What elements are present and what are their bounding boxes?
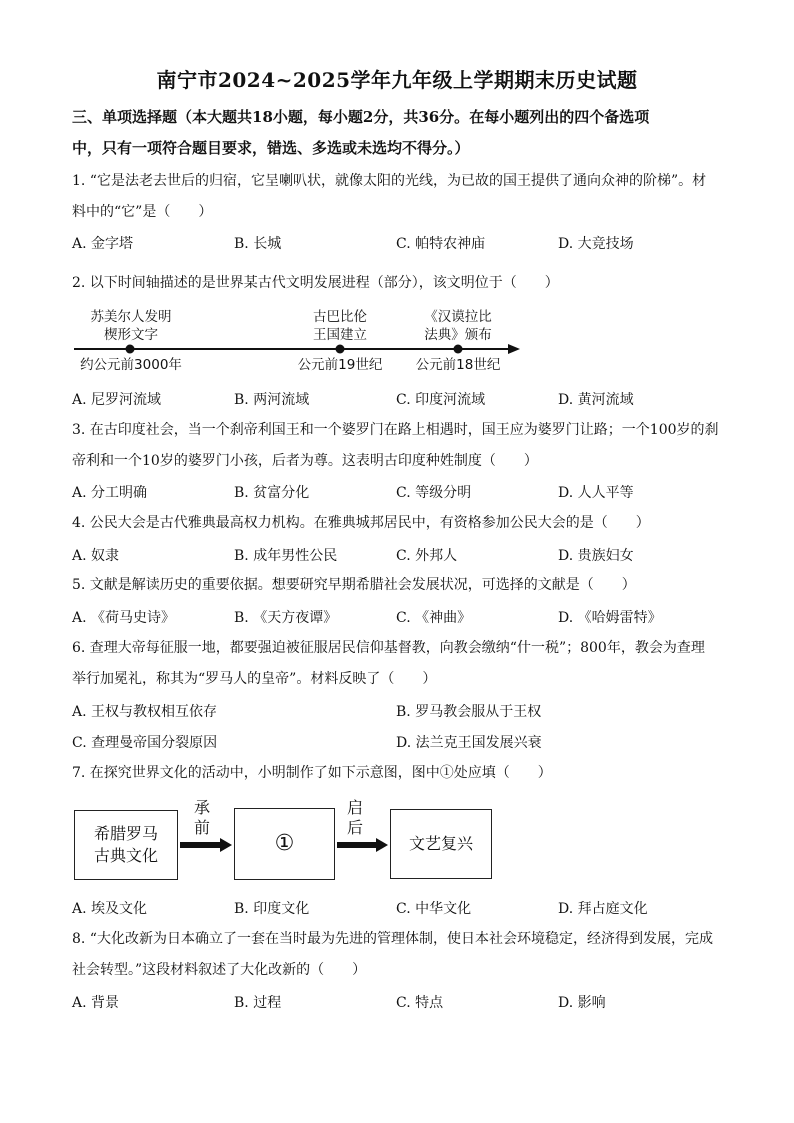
question-7 xyxy=(72,758,732,789)
question-8 xyxy=(72,924,732,986)
timeline-event-label-line: 苏美尔人发明 xyxy=(90,309,172,325)
question-text-line: 社会转型。”这段材料叙述了大化改新的（ ） xyxy=(72,962,367,978)
question-1-options xyxy=(72,233,732,255)
question-8-options xyxy=(72,992,732,1014)
question-7-options xyxy=(72,898,732,920)
section-heading-line: 中，只有一项符合题目要求，错选、多选或未选均不得分。） xyxy=(72,139,470,157)
option-a[interactable]: A. 背景 xyxy=(72,995,120,1011)
option-c[interactable]: C. 查理曼帝国分裂原因 xyxy=(72,735,218,751)
timeline-event-2-date: 公元前19世纪 xyxy=(297,357,383,373)
option-b[interactable]: B. 长城 xyxy=(234,236,282,252)
option-b[interactable]: B. 成年男性公民 xyxy=(234,548,338,564)
option-b[interactable]: B. 贫富分化 xyxy=(234,485,310,501)
question-1 xyxy=(72,166,732,228)
culture-diagram xyxy=(72,796,512,886)
option-b[interactable]: B. 罗马教会服从于王权 xyxy=(396,704,542,720)
option-c[interactable]: C. 等级分明 xyxy=(396,485,472,501)
option-b[interactable]: B. 《天方夜谭》 xyxy=(234,610,338,626)
option-d[interactable]: D. 拜占庭文化 xyxy=(558,901,648,917)
timeline-event-3-label xyxy=(408,308,508,344)
question-4 xyxy=(72,508,732,539)
timeline-event-label-line: 楔形文字 xyxy=(104,327,158,343)
diagram-arrow-2-label xyxy=(344,798,366,838)
question-4-options xyxy=(72,545,732,567)
question-text-line: 8. “大化改新为日本确立了一套在当时最为先进的管理体制，使日本社会环境稳定，经济得到发展，完成 xyxy=(72,931,713,947)
diagram-box-text-line: 古典文化 xyxy=(93,846,158,865)
timeline-dot-3 xyxy=(454,345,463,354)
question-5 xyxy=(72,570,732,601)
question-text-line: 5. 文献是解读历史的重要依据。想要研究早期希腊社会发展状况，可选择的文献是（ ） xyxy=(72,577,636,593)
option-d[interactable]: D. 黄河流域 xyxy=(558,392,634,408)
option-a[interactable]: A. 尼罗河流域 xyxy=(72,392,162,408)
option-a[interactable]: A. 埃及文化 xyxy=(72,901,148,917)
option-a[interactable]: A. 奴隶 xyxy=(72,548,120,564)
diagram-box-renaissance: 文艺复兴 xyxy=(390,809,492,879)
question-3 xyxy=(72,415,732,477)
option-a[interactable]: A. 金字塔 xyxy=(72,236,134,252)
option-c[interactable]: C. 中华文化 xyxy=(396,901,472,917)
option-d[interactable]: D. 影响 xyxy=(558,995,606,1011)
question-text-line: 1. “它是法老去世后的归宿，它呈喇叭状，就像太阳的光线，为已故的国王提供了通向众神的阶梯”。材 xyxy=(72,173,707,189)
diagram-box-blank: ① xyxy=(234,808,335,880)
question-text-line: 3. 在古印度社会，当一个刹帝利国王和一个婆罗门在路上相遇时，国王应为婆罗门让路；一个100岁的刹 xyxy=(72,422,719,438)
timeline-event-3-date: 公元前18世纪 xyxy=(415,357,501,373)
option-d[interactable]: D. 人人平等 xyxy=(558,485,634,501)
question-2-options xyxy=(72,389,732,411)
question-text-line: 举行加冕礼，称其为“罗马人的皇帝”。材料反映了（ ） xyxy=(72,671,437,687)
question-text-line: 4. 公民大会是古代雅典最高权力机构。在雅典城邦居民中，有资格参加公民大会的是（ ） xyxy=(72,515,650,531)
timeline-event-label-line: 古巴比伦 xyxy=(313,309,367,325)
diagram-arrow-text: 前 xyxy=(193,818,210,837)
option-c[interactable]: C. 印度河流域 xyxy=(396,392,486,408)
timeline-arrowhead xyxy=(508,344,520,354)
option-c[interactable]: C. 外邦人 xyxy=(396,548,458,564)
timeline-event-2-label xyxy=(290,308,390,344)
timeline-event-1-label xyxy=(72,308,190,344)
option-d[interactable]: D. 贵族妇女 xyxy=(558,548,634,564)
exam-title: 南宁市2024~2025学年九年级上学期期末历史试题 xyxy=(156,68,638,92)
timeline-figure xyxy=(72,302,522,382)
option-c[interactable]: C. 帕特农神庙 xyxy=(396,236,486,252)
option-d[interactable]: D. 大竞技场 xyxy=(558,236,634,252)
timeline-event-1-date: 约公元前3000年 xyxy=(80,357,182,373)
question-6 xyxy=(72,633,732,695)
diagram-arrow-text: 启 xyxy=(346,798,363,817)
timeline-dot-1 xyxy=(126,345,135,354)
option-a[interactable]: A. 王权与教权相互依存 xyxy=(72,704,218,720)
option-c[interactable]: C. 《神曲》 xyxy=(396,610,472,626)
question-text-line: 料中的“它”是（ ） xyxy=(72,204,213,220)
option-c[interactable]: C. 特点 xyxy=(396,995,444,1011)
option-d[interactable]: D. 《哈姆雷特》 xyxy=(558,610,662,626)
option-a[interactable]: A. 《荷马史诗》 xyxy=(72,610,176,626)
option-d[interactable]: D. 法兰克王国发展兴衰 xyxy=(396,735,542,751)
timeline-event-label-line: 王国建立 xyxy=(313,327,367,343)
section-heading xyxy=(72,102,732,164)
section-heading-line: 三、单项选择题（本大题共18小题，每小题2分，共36分。在每小题列出的四个备选项 xyxy=(72,108,650,126)
question-2 xyxy=(72,268,732,299)
timeline-event-label-line: 法典》颁布 xyxy=(424,327,492,343)
question-text-line: 2. 以下时间轴描述的是世界某古代文明发展进程（部分），该文明位于（ ） xyxy=(72,275,559,291)
diagram-box-classical-culture xyxy=(74,810,178,880)
question-6-options-row-1 xyxy=(72,701,732,723)
diagram-arrow-text: 承 xyxy=(193,798,210,817)
timeline-event-label-line: 《汉谟拉比 xyxy=(424,309,492,325)
option-b[interactable]: B. 印度文化 xyxy=(234,901,310,917)
timeline-dot-2 xyxy=(336,345,345,354)
arrow-right-icon xyxy=(376,838,388,852)
diagram-arrow-1-label xyxy=(191,798,213,838)
diagram-box-text-line: 希腊罗马 xyxy=(93,824,158,843)
option-b[interactable]: B. 两河流域 xyxy=(234,392,310,408)
question-5-options xyxy=(72,607,732,629)
option-b[interactable]: B. 过程 xyxy=(234,995,282,1011)
diagram-arrow-text: 后 xyxy=(346,818,363,837)
question-3-options xyxy=(72,482,732,504)
question-text-line: 帝利和一个10岁的婆罗门小孩，后者为尊。这表明古印度种姓制度（ ） xyxy=(72,453,538,469)
option-a[interactable]: A. 分工明确 xyxy=(72,485,148,501)
question-text-line: 6. 查理大帝每征服一地，都要强迫被征服居民信仰基督教，向教会缴纳“什一税”；800年，教会为查理 xyxy=(72,640,705,656)
question-6-options-row-2 xyxy=(72,732,732,754)
question-text-line: 7. 在探究世界文化的活动中，小明制作了如下示意图，图中①处应填（ ） xyxy=(72,765,552,781)
arrow-right-icon xyxy=(220,838,232,852)
